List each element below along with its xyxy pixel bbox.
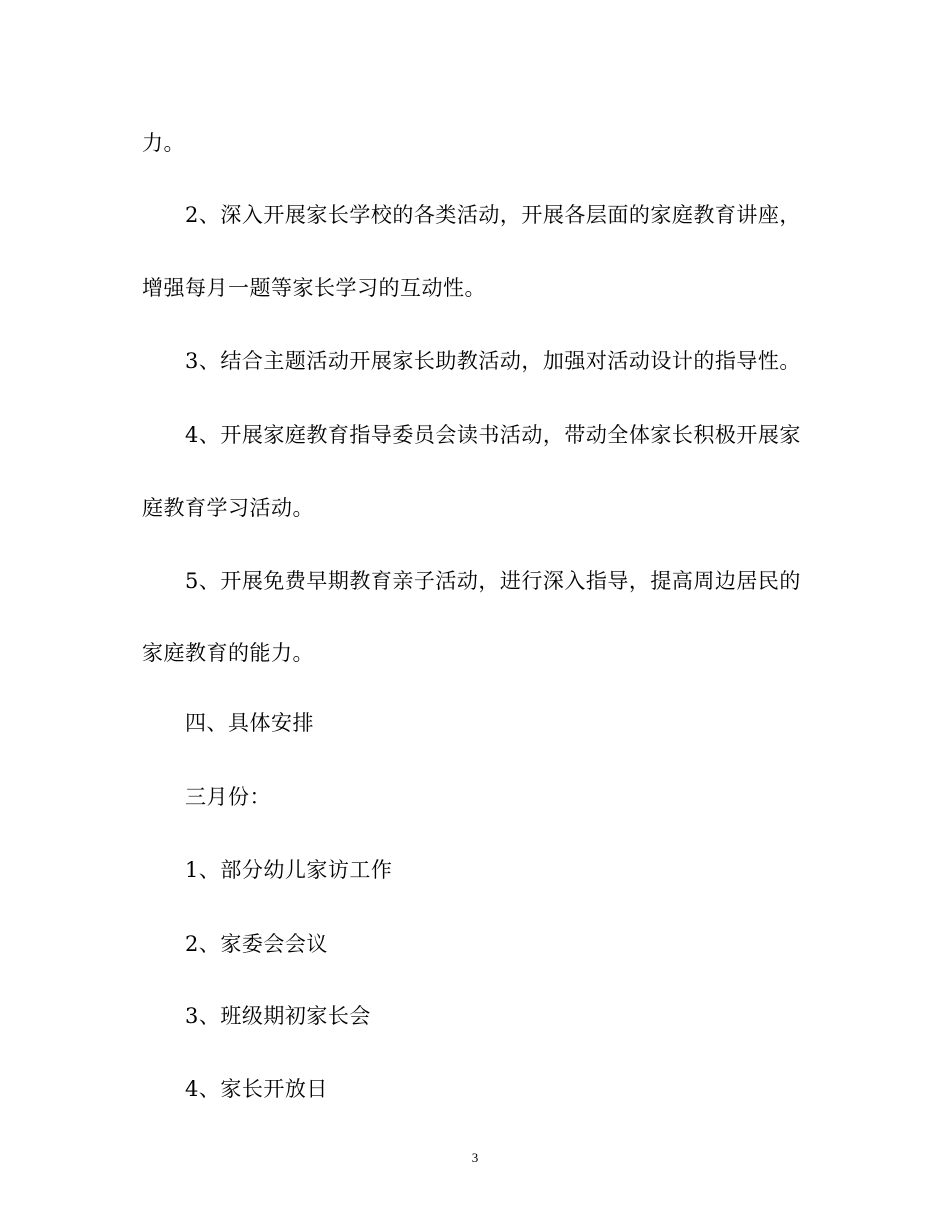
text-line-item-5: 5、开展免费早期教育亲子活动，进行深入指导，提高周边居民的 bbox=[185, 569, 801, 593]
text-line-item-3: 3、结合主题活动开展家长助教活动，加强对活动设计的指导性。 bbox=[185, 349, 801, 373]
text-line-item-2-cont: 增强每月一题等家长学习的互动性。 bbox=[142, 276, 486, 300]
schedule-item-2: 2、家委会会议 bbox=[185, 932, 328, 956]
subheading-month: 三月份： bbox=[185, 785, 271, 809]
text-line-item-2: 2、深入开展家长学校的各类活动，开展各层面的家庭教育讲座， bbox=[185, 203, 801, 227]
text-line-continuation: 力。 bbox=[142, 131, 185, 155]
text-line-item-5-cont: 家庭教育的能力。 bbox=[142, 641, 314, 665]
schedule-item-4: 4、家长开放日 bbox=[185, 1077, 328, 1101]
section-heading: 四、具体安排 bbox=[185, 711, 314, 735]
text-line-item-4-cont: 庭教育学习活动。 bbox=[142, 496, 314, 520]
schedule-item-3: 3、班级期初家长会 bbox=[185, 1004, 371, 1028]
text-line-item-4: 4、开展家庭教育指导委员会读书活动，带动全体家长积极开展家 bbox=[185, 423, 801, 447]
page-number: 3 bbox=[471, 1150, 479, 1165]
schedule-item-1: 1、部分幼儿家访工作 bbox=[185, 858, 393, 882]
